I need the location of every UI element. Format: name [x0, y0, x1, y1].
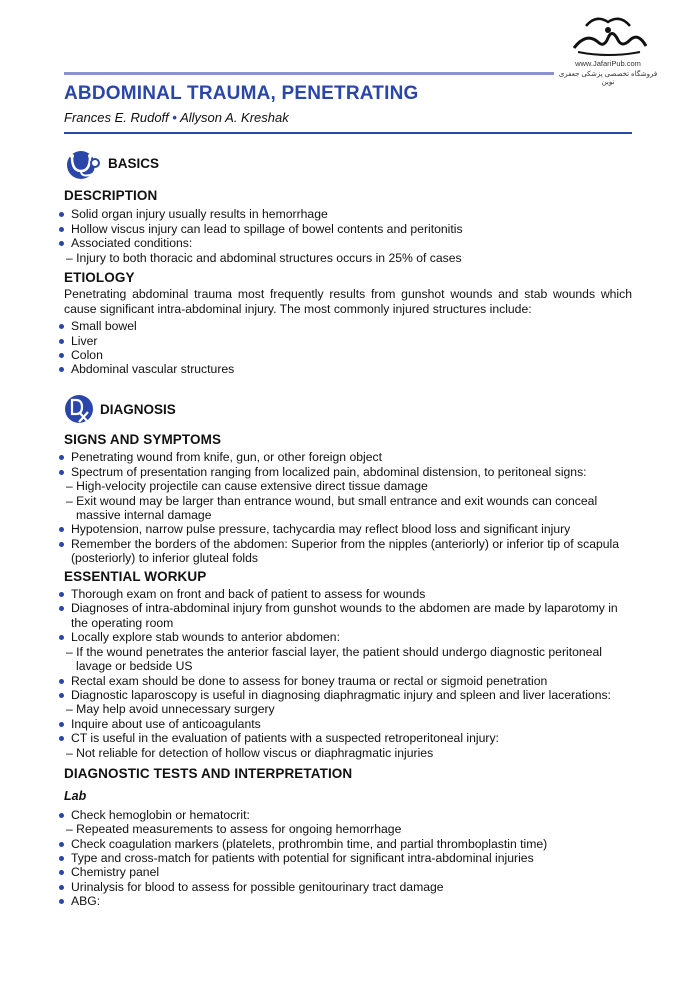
etiology-paragraph: Penetrating abdominal trauma most frequently results from gunshot wounds and stab wounds which cause significant intra-abdominal injury. The most commonly injured structures include:	[64, 287, 632, 316]
list-item: Check coagulation markers (platelets, prothrombin time, and partial thromboplastin time)	[64, 837, 632, 851]
list-item: Urinalysis for blood to assess for possible genitourinary tract damage	[64, 880, 632, 894]
author-first: Frances E. Rudoff	[64, 110, 169, 125]
publisher-site: www.JafariPub.com	[575, 59, 641, 68]
list-item: Thorough exam on front and back of patient to assess for wounds	[64, 587, 632, 601]
list-item: Liver	[64, 334, 632, 348]
list-item: Locally explore stab wounds to anterior abdomen:	[64, 630, 632, 644]
signs-list	[64, 450, 632, 565]
list-item: Small bowel	[64, 319, 632, 333]
list-subitem: – Repeated measurements to assess for ongoing hemorrhage	[66, 822, 402, 837]
list-item: Colon	[64, 348, 632, 362]
lab-heading: Lab	[64, 789, 87, 804]
list-item: Spectrum of presentation ranging from localized pain, abdominal distension, to peritoneal signs:	[64, 465, 632, 479]
signs-heading: SIGNS AND SYMPTOMS	[64, 432, 222, 447]
author-separator: •	[172, 110, 177, 125]
dx-icon	[64, 393, 94, 425]
tests-heading: DIAGNOSTIC TESTS AND INTERPRETATION	[64, 765, 353, 781]
workup-list	[64, 587, 632, 760]
diagnosis-section	[64, 433, 632, 909]
title-rule	[64, 132, 632, 134]
list-subitem: – Injury to both thoracic and abdominal structures occurs in 25% of cases	[66, 250, 462, 265]
list-item: Diagnoses of intra-abdominal injury from gunshot wounds to the abdomen are made by laparotomy in the operating room	[64, 601, 632, 630]
etiology-list	[64, 319, 632, 377]
publisher-logo-icon	[556, 12, 660, 58]
publisher-subtitle: فروشگاه تخصصی پزشکی جعفری نوین	[558, 71, 658, 86]
basics-header	[64, 145, 159, 181]
workup-heading: ESSENTIAL WORKUP	[64, 568, 207, 584]
list-item: CT is useful in the evaluation of patients with a suspected retroperitoneal injury:	[64, 731, 632, 745]
author-second: Allyson A. Kreshak	[180, 110, 289, 125]
list-subitem: – May help avoid unnecessary surgery	[66, 702, 275, 717]
chapter-title: ABDOMINAL TRAUMA, PENETRATING	[64, 83, 419, 104]
list-item: Remember the borders of the abdomen: Superior from the nipples (anteriorly) or inferior tip of scapula (posteriorly) to inferior gluteal folds	[64, 537, 632, 566]
list-item: Chemistry panel	[64, 865, 632, 879]
list-item: Associated conditions:	[64, 236, 632, 250]
list-item: Check hemoglobin or hematocrit:	[64, 808, 632, 822]
list-item: Hollow viscus injury can lead to spillage of bowel contents and peritonitis	[64, 222, 632, 236]
authors-line	[64, 110, 289, 125]
diagnosis-label: DIAGNOSIS	[100, 401, 176, 417]
list-item: Abdominal vascular structures	[64, 362, 632, 376]
top-rule	[64, 72, 554, 75]
list-subitem: – Not reliable for detection of hollow viscus or diaphragmatic injuries	[66, 745, 434, 760]
list-subitem: – If the wound penetrates the anterior fascial layer, the patient should undergo diagnostic peritoneal lavage or bedside US	[66, 644, 602, 674]
list-item: Rectal exam should be done to assess for boney trauma or rectal or sigmoid penetration	[64, 674, 632, 688]
publisher-logo	[556, 12, 660, 86]
list-item: Diagnostic laparoscopy is useful in diagnosing diaphragmatic injury and spleen and liver lacerations:	[64, 688, 632, 702]
list-item: ABG:	[64, 894, 632, 908]
diagnosis-header	[64, 393, 176, 425]
basics-section	[64, 189, 632, 377]
etiology-heading: ETIOLOGY	[64, 270, 135, 286]
lab-list	[64, 808, 632, 909]
description-list	[64, 207, 632, 265]
list-subitem: – High-velocity projectile can cause extensive direct tissue damage	[66, 479, 428, 494]
description-heading: DESCRIPTION	[64, 188, 158, 203]
list-item: Type and cross-match for patients with potential for significant intra-abdominal injuries	[64, 851, 632, 865]
stethoscope-icon	[64, 145, 102, 181]
basics-label: BASICS	[108, 155, 160, 171]
list-item: Penetrating wound from knife, gun, or other foreign object	[64, 450, 632, 464]
list-subitem: – Exit wound may be larger than entrance wound, but small entrance and exit wounds can conceal massive internal damage	[66, 493, 598, 523]
list-item: Inquire about use of anticoagulants	[64, 717, 632, 731]
list-item: Hypotension, narrow pulse pressure, tachycardia may reflect blood loss and significant injury	[64, 522, 632, 536]
list-item: Solid organ injury usually results in hemorrhage	[64, 207, 632, 221]
